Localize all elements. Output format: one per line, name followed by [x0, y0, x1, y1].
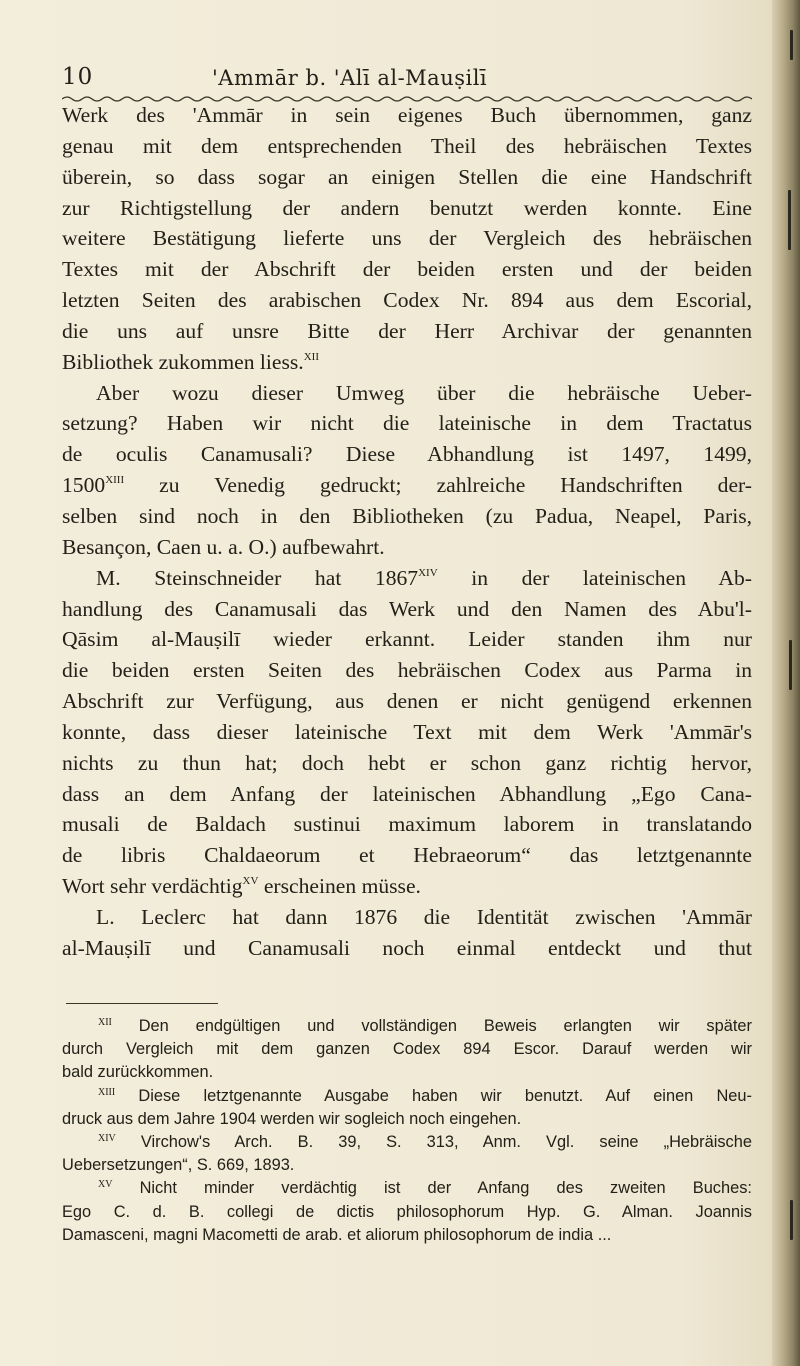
footnote-mark: XIII — [98, 1086, 116, 1098]
footnote-line: Uebersetzungen“, S. 669, 1893. — [62, 1156, 295, 1175]
text-line: konnte, dass dieser lateinische Text mit dem Werk 'Ammār's — [62, 719, 752, 744]
footnote-line: durch Vergleich mit dem ganzen Codex 894 Escor. Darauf werden wir — [62, 1040, 752, 1059]
footnote-mark: XII — [98, 1017, 112, 1028]
text-line: Bibliothek zukommen liess.$^{XII}$ — [62, 349, 319, 374]
footnote-line: Damasceni, magni Macometti de arab. et aliorum philosophorum de india ... — [62, 1225, 612, 1244]
text-line: Textes mit der Abschrift der beiden ersten und der beiden — [62, 257, 752, 282]
edge-mark — [790, 30, 793, 60]
footnote-line: Ego C. d. B. collegi de dictis philosophorum Hyp. G. Alman. Joannis — [62, 1202, 752, 1221]
text-line: musali de Baldach sustinui maximum laborem in translatando — [62, 812, 752, 837]
text-line: Abschrift zur Verfügung, aus denen er nicht genügend erkennen — [62, 689, 752, 714]
running-head — [62, 62, 752, 92]
text-line: zur Richtigstellung der andern benutzt werden konnte. Eine — [62, 195, 752, 220]
text-line: letzten Seiten des arabischen Codex Nr. 894 aus dem Escorial, — [62, 288, 752, 313]
footnote-line: $^{XV}$ Nicht minder verdächtig ist der Anfang des zweiten Buches: — [98, 1179, 752, 1198]
footnote-ref: XV — [242, 875, 259, 888]
edge-mark — [790, 1200, 793, 1240]
text-line: M. Steinschneider hat $1867^{XIV}$ in der lateinischen Ab- — [96, 565, 752, 590]
page-number: 10 — [62, 64, 94, 90]
text-line: Aber wozu dieser Umweg über die hebräische Ueber- — [96, 380, 752, 405]
header-title: 'Ammār b. 'Alī al-Mauṣilī — [212, 66, 488, 90]
text-line: die uns auf unsre Bitte der Herr Archivar der genannten — [62, 318, 752, 343]
text-line: Qāsim al-Mauṣilī wieder erkannt. Leider standen ihm nur — [62, 627, 752, 652]
text-line: setzung? Haben wir nicht die lateinische in dem Tractatus — [62, 411, 752, 436]
footnote-line: druck aus dem Jahre 1904 werden wir sogleich noch eingehen. — [62, 1109, 522, 1128]
text-line: handlung des Canamusali das Werk und den Namen des Abu'l- — [62, 596, 752, 621]
text-line: selben sind noch in den Bibliotheken (zu Padua, Neapel, Paris, — [62, 503, 752, 528]
text-line: de libris Chaldaeorum et Hebraeorum“ das letztgenannte — [62, 843, 752, 868]
footnote-line: bald zurückkommen. — [62, 1063, 214, 1082]
text-line: die beiden ersten Seiten des hebräischen Codex aus Parma in — [62, 658, 752, 683]
text-line: Werk des 'Ammār in sein eigenes Buch übernommen, ganz — [62, 103, 752, 127]
footnote-mark: XV — [98, 1179, 113, 1191]
text-line: Wort sehr verdächtig$^{XV}$ erscheinen müsse. — [62, 874, 421, 899]
text-line: überein, so dass sogar an einigen Stellen die eine Handschrift — [62, 164, 752, 189]
footnote-ref: XII — [303, 350, 319, 363]
text-line: weitere Bestätigung lieferte uns der Vergleich des hebräischen — [62, 226, 752, 251]
footnote-ref: XIV — [418, 566, 438, 579]
page-edge-shadow — [772, 0, 800, 1366]
footnote-rule — [66, 1003, 218, 1004]
text-line: L. Leclerc hat dann 1876 die Identität zwischen 'Ammār — [96, 904, 752, 929]
text-line: $1500^{XIII}$ zu Venedig gedruckt; zahlreiche Handschriften der- — [62, 473, 752, 498]
edge-mark — [788, 190, 791, 250]
text-line: de oculis Canamusali? Diese Abhandlung ist 1497, 1499, — [62, 442, 752, 467]
footnotes — [62, 1015, 752, 1247]
text-line: nichts zu thun hat; doch hebt er schon ganz richtig hervor, — [62, 750, 752, 775]
body-text — [62, 100, 752, 964]
text-line: Besançon, Caen u. a. O.) aufbewahrt. — [62, 534, 385, 559]
text-line: genau mit dem entsprechenden Theil des hebräischen Textes — [62, 133, 752, 158]
text-line: dass an dem Anfang der lateinischen Abhandlung „Ego Cana- — [62, 781, 752, 806]
text-line: al-Mauṣilī und Canamusali noch einmal entdeckt und thut — [62, 935, 752, 960]
footnote-line: $^{XIV}$ Virchow's Arch. B. 39, S. 313, Anm. Vgl. seine „Hebräische — [98, 1133, 752, 1152]
footnote-ref: XIII — [105, 474, 125, 487]
footnote-mark: XIV — [98, 1133, 116, 1145]
footnote-line: $^{XIII}$ Diese letztgenannte Ausgabe haben wir benutzt. Auf einen Neu- — [98, 1086, 752, 1105]
edge-mark — [789, 640, 792, 690]
footnote-line: $^{XII}$ Den endgültigen und vollständigen Beweis erlangten wir später — [98, 1017, 752, 1035]
